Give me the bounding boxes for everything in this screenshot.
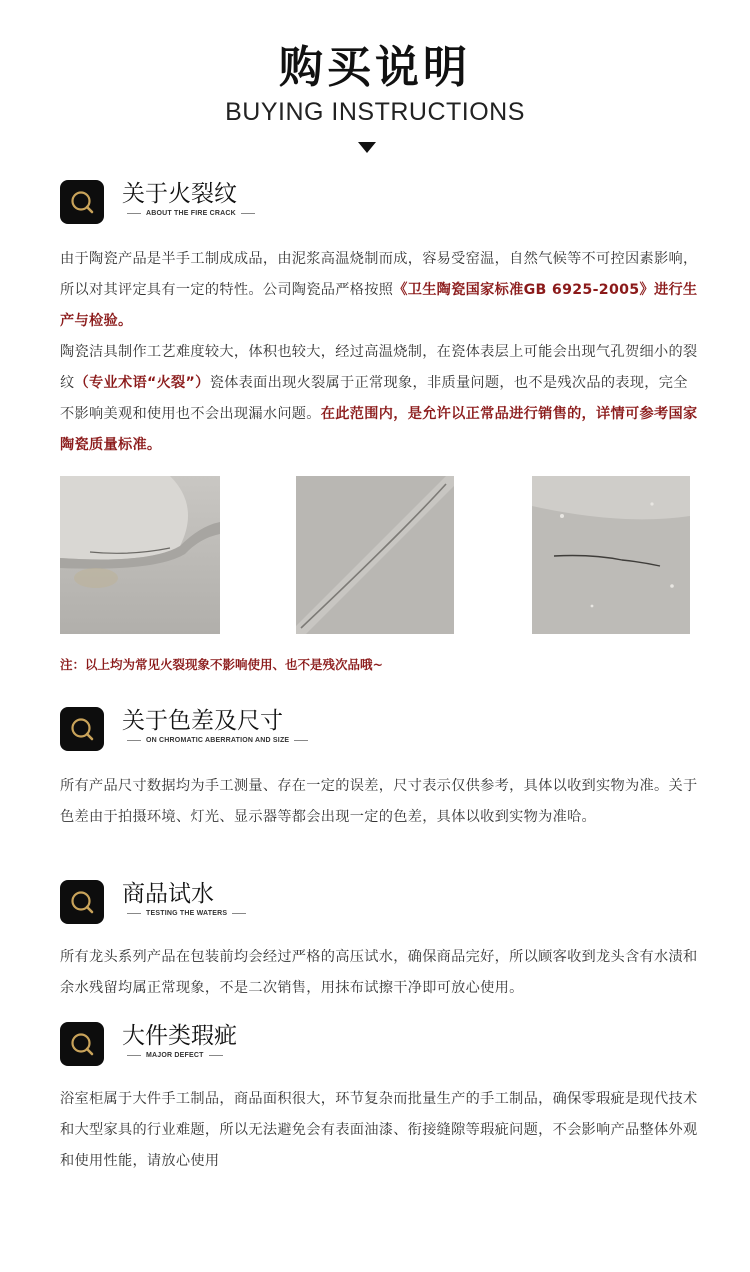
page-subtitle: BUYING INSTRUCTIONS [225, 98, 525, 126]
section-title: 商品试水 [122, 881, 214, 907]
section-header [60, 1022, 700, 1074]
text-span: 由于陶瓷产品是半手工制成成品，由泥浆高温烧制而成，容易受窑温，自然气候等不可控因素影响，所以对其评定具有一定的特性。公司陶瓷品严格按照 [60, 251, 698, 298]
magnifier-icon [60, 180, 104, 224]
section-header [60, 180, 700, 232]
highlight-text: 在此范围内，是允许以正常品进行销售的，详情可参考国家陶瓷质量标准。 [60, 406, 698, 453]
magnifier-icon [60, 880, 104, 924]
paragraph: 所有产品尺寸数据均为手工测量、存在一定的误差，尺寸表示仅供参考，具体以收到实物为准。关于色差由于拍摄环境、灯光、显示器等都会出现一定的色差，具体以收到实物为准哈。 [60, 778, 698, 825]
section-major-defect [60, 1022, 700, 1177]
page-header [0, 40, 750, 127]
section-color-size [60, 707, 700, 833]
magnifier-icon [60, 1022, 104, 1066]
page-title: 购买说明 [279, 42, 471, 93]
section-title: 关于火裂纹 [122, 181, 237, 207]
section-subtitle: TESTING THE WATERS [122, 910, 251, 917]
text-span: 陶瓷洁具制作工艺难度较大，体积也较大，经过高温烧制，在瓷体表层上可能会出现气孔贺细小的裂纹 [60, 344, 698, 391]
paragraph: 浴室柜属于大件手工制品，商品面积很大，环节复杂而批量生产的手工制品，确保零瑕疵是现代技术和大型家具的行业难题，所以无法避免会有表面油漆、衔接缝隙等瑕疵问题，不会影响产品整体外观和使用性能，请放心使用 [60, 1091, 698, 1169]
paragraph [60, 337, 700, 461]
crack-photo-3 [532, 476, 690, 634]
fire-crack-photos [0, 476, 750, 636]
section-fire-crack [60, 180, 700, 461]
section-subtitle: ON CHROMATIC ABERRATION AND SIZE [122, 737, 313, 744]
highlight-text: 《卫生陶瓷国家标准GB 6925-2005》进行生产与检验。 [60, 282, 698, 329]
section-header [60, 880, 700, 932]
paragraph: 所有龙头系列产品在包装前均会经过严格的高压试水，确保商品完好，所以顾客收到龙头含有水渍和余水残留均属正常现象，不是二次销售，用抹布试擦干净即可放心使用。 [60, 949, 698, 996]
note-text: 注：以上均为常见火裂现象不影响使用、也不是残次品哦~ [60, 657, 383, 672]
crack-photo-2 [296, 476, 454, 634]
text-span: 瓷体表面出现火裂属于正常现象，非质量问题，也不是残次品的表现，完全不影响美观和使用也不会出现漏水问题。 [60, 375, 688, 422]
paragraph [60, 244, 700, 337]
section-header [60, 707, 700, 759]
highlight-text: （专业术语“火裂”） [74, 375, 210, 391]
section-title: 大件类瑕疵 [122, 1023, 237, 1049]
arrow-down-icon [358, 142, 376, 153]
section-subtitle: MAJOR DEFECT [122, 1052, 228, 1059]
section-title: 关于色差及尺寸 [122, 708, 283, 734]
section-water-test [60, 880, 700, 1004]
crack-photo-1 [60, 476, 220, 634]
magnifier-icon [60, 707, 104, 751]
section-subtitle: ABOUT THE FIRE CRACK [122, 210, 260, 217]
